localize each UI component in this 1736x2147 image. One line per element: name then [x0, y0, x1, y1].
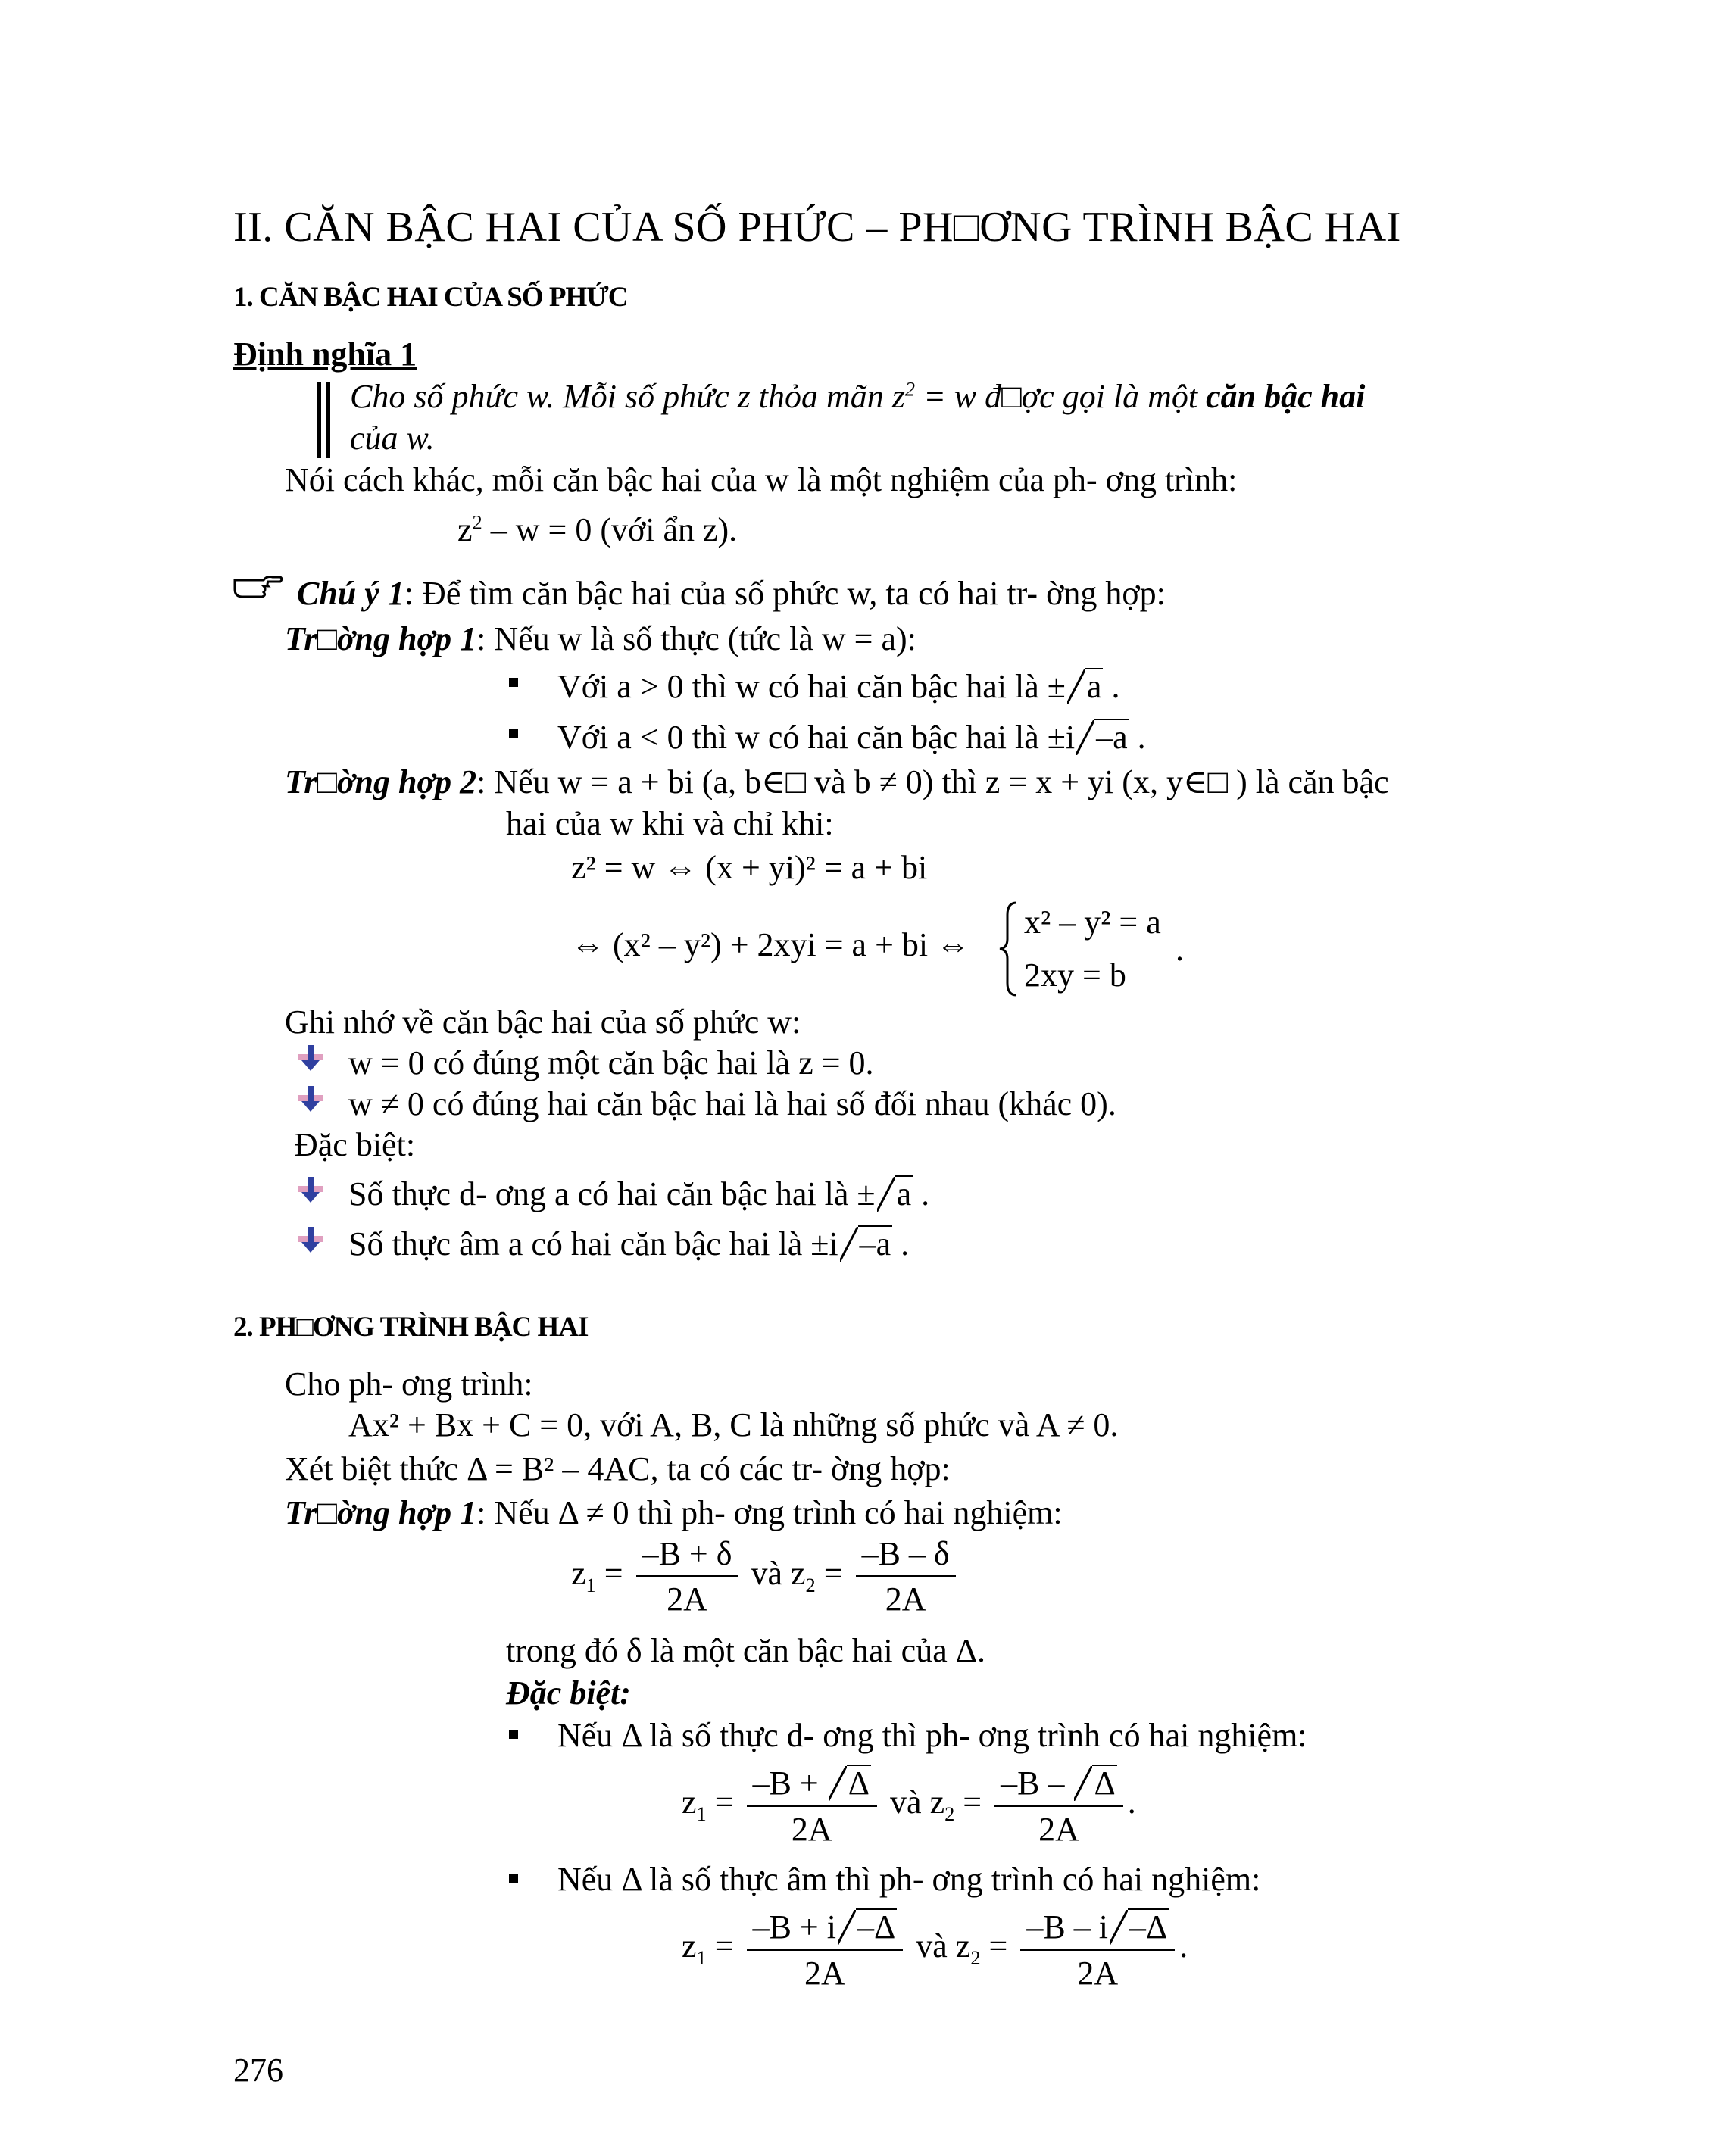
discriminant-line: Xét biệt thức Δ = B² – 4AC, ta có các tr- ờng hợp: [285, 1450, 951, 1487]
section-2-intro: Cho ph- ơng trình: [285, 1365, 533, 1403]
system-brace-icon [998, 900, 1019, 998]
down-arrow-bullet-icon [297, 1086, 324, 1113]
root-2-fraction: $\frac{-B - \delta}{2A}$ [856, 1537, 956, 1616]
remember-heading: Ghi nhớ về căn bậc hai của số phức w: [285, 1003, 801, 1041]
other-way-text: Nói cách khác, mỗi căn bậc hai của w là một nghiệm của ph- ơng trình: [285, 461, 1238, 498]
case-2-line: Tr□ờng hợp 2: Nếu w = a + bi (a, b∈□ và b ≠ 0) thì z = x + yi (x, y∈□ ) là căn bậc [285, 763, 1389, 800]
remember-item-1: w = 0 có đúng một căn bậc hai là z = 0. [348, 1044, 874, 1081]
page-number: 276 [233, 2052, 283, 2089]
system-equation-1: x² – y² = a [1024, 903, 1161, 941]
definition-heading: Định nghĩa 1 [233, 335, 417, 373]
section-2-case-1: Tr□ờng hợp 1: Nếu Δ ≠ 0 thì ph- ơng trình có hai nghiệm: [285, 1494, 1063, 1531]
section-2-equation: Ax² + Bx + C = 0, với A, B, C là những số phức và A ≠ 0. [348, 1406, 1119, 1443]
root-2-fraction: $\frac{-B - i -\Delta}{2A}$ [1020, 1908, 1175, 1990]
section-2-heading: 2. PH□ƠNG TRÌNH BẬC HAI [233, 1312, 589, 1343]
system-period: . [1176, 931, 1184, 968]
case-1-line: Tr□ờng hợp 1: Nếu w là số thực (tức là w = a): [285, 620, 916, 657]
square-bullet-icon [509, 729, 518, 738]
special-bullet-2: Nếu Δ là số thực âm thì ph- ơng trình có hai nghiệm: [557, 1861, 1261, 1898]
definition-bar-left [317, 382, 321, 458]
root-1-fraction: $\frac{-B + \Delta}{2A}$ [747, 1765, 877, 1846]
case-2-equation-2: ⇔ (x² – y²) + 2xyi = a + bi ⇔ [571, 926, 970, 963]
case-2-line-2: hai của w khi và chỉ khi: [506, 805, 834, 842]
section-2-special: Đặc biệt: [506, 1674, 631, 1712]
equation-z-w: $z^2 - w = 0$ (với ẩn z). [457, 510, 738, 548]
case-1-bullet-1: Với a > 0 thì w có hai căn bậc hai là ± a . [557, 668, 1120, 705]
positive-delta-formula: $z_1$ = $\frac{-B + \Delta}{2A}$ và $z_2$ = $\frac{-B - \Delta}{2A}$ . [682, 1765, 1136, 1849]
system-equation-2: 2xy = b [1024, 956, 1126, 994]
pointing-hand-icon [233, 570, 283, 601]
special-bullet-1: Nếu Δ là số thực d- ơng thì ph- ơng trình có hai nghiệm: [557, 1717, 1307, 1754]
down-arrow-bullet-icon [297, 1227, 324, 1254]
down-arrow-bullet-icon [297, 1045, 324, 1072]
note-line: Chú ý 1: Để tìm căn bậc hai của số phức w, ta có hai tr- ờng hợp: [297, 575, 1166, 612]
remember-special: Đặc biệt: [294, 1126, 416, 1163]
down-arrow-bullet-icon [297, 1177, 324, 1204]
root-1-fraction: $\frac{-B + \delta}{2A}$ [636, 1537, 738, 1616]
remember-item-4: Số thực âm a có hai căn bậc hai là ±i –a . [348, 1225, 910, 1262]
page-title: II. CĂN BẬC HAI CỦA SỐ PHỨC – PH□ƠNG TRÌNH BẬC HAI [233, 204, 1401, 251]
root-1-fraction: $\frac{-B + i -\Delta}{2A}$ [747, 1908, 904, 1990]
definition-line-2: của w. [350, 420, 435, 457]
section-1-heading: 1. CĂN BẬC HAI CỦA SỐ PHỨC [233, 282, 628, 313]
square-bullet-icon [509, 678, 518, 687]
general-roots-formula: $z_1$ = $\frac{-B + \delta}{2A}$ và $z_2$ = $\frac{-B - \delta}{2A}$ [571, 1537, 960, 1616]
delta-note: trong đó δ là một căn bậc hai của Δ. [506, 1632, 986, 1669]
negative-delta-formula: $z_1$ = $\frac{-B + i -\Delta}{2A}$ và $z_2$ = $\frac{-B - i -\Delta}{2A}$ . [682, 1908, 1188, 1993]
definition-line-1: Cho số phức w. Mỗi số phức z thỏa mãn $z^2 = w$ đ□ợc gọi là một căn bậc hai [350, 377, 1366, 415]
square-bullet-icon [509, 1874, 518, 1883]
remember-item-2: w ≠ 0 có đúng hai căn bậc hai là hai số đối nhau (khác 0). [348, 1085, 1116, 1122]
square-bullet-icon [509, 1730, 518, 1739]
root-2-fraction: $\frac{-B - \Delta}{2A}$ [994, 1765, 1123, 1846]
definition-bar-right [326, 382, 330, 458]
case-1-bullet-2: Với a < 0 thì w có hai căn bậc hai là ±i –a . [557, 719, 1146, 756]
case-2-equation-1: z² = w ⇔ (x + yi)² = a + bi [571, 849, 928, 886]
remember-item-3: Số thực d- ơng a có hai căn bậc hai là ± a . [348, 1175, 930, 1212]
